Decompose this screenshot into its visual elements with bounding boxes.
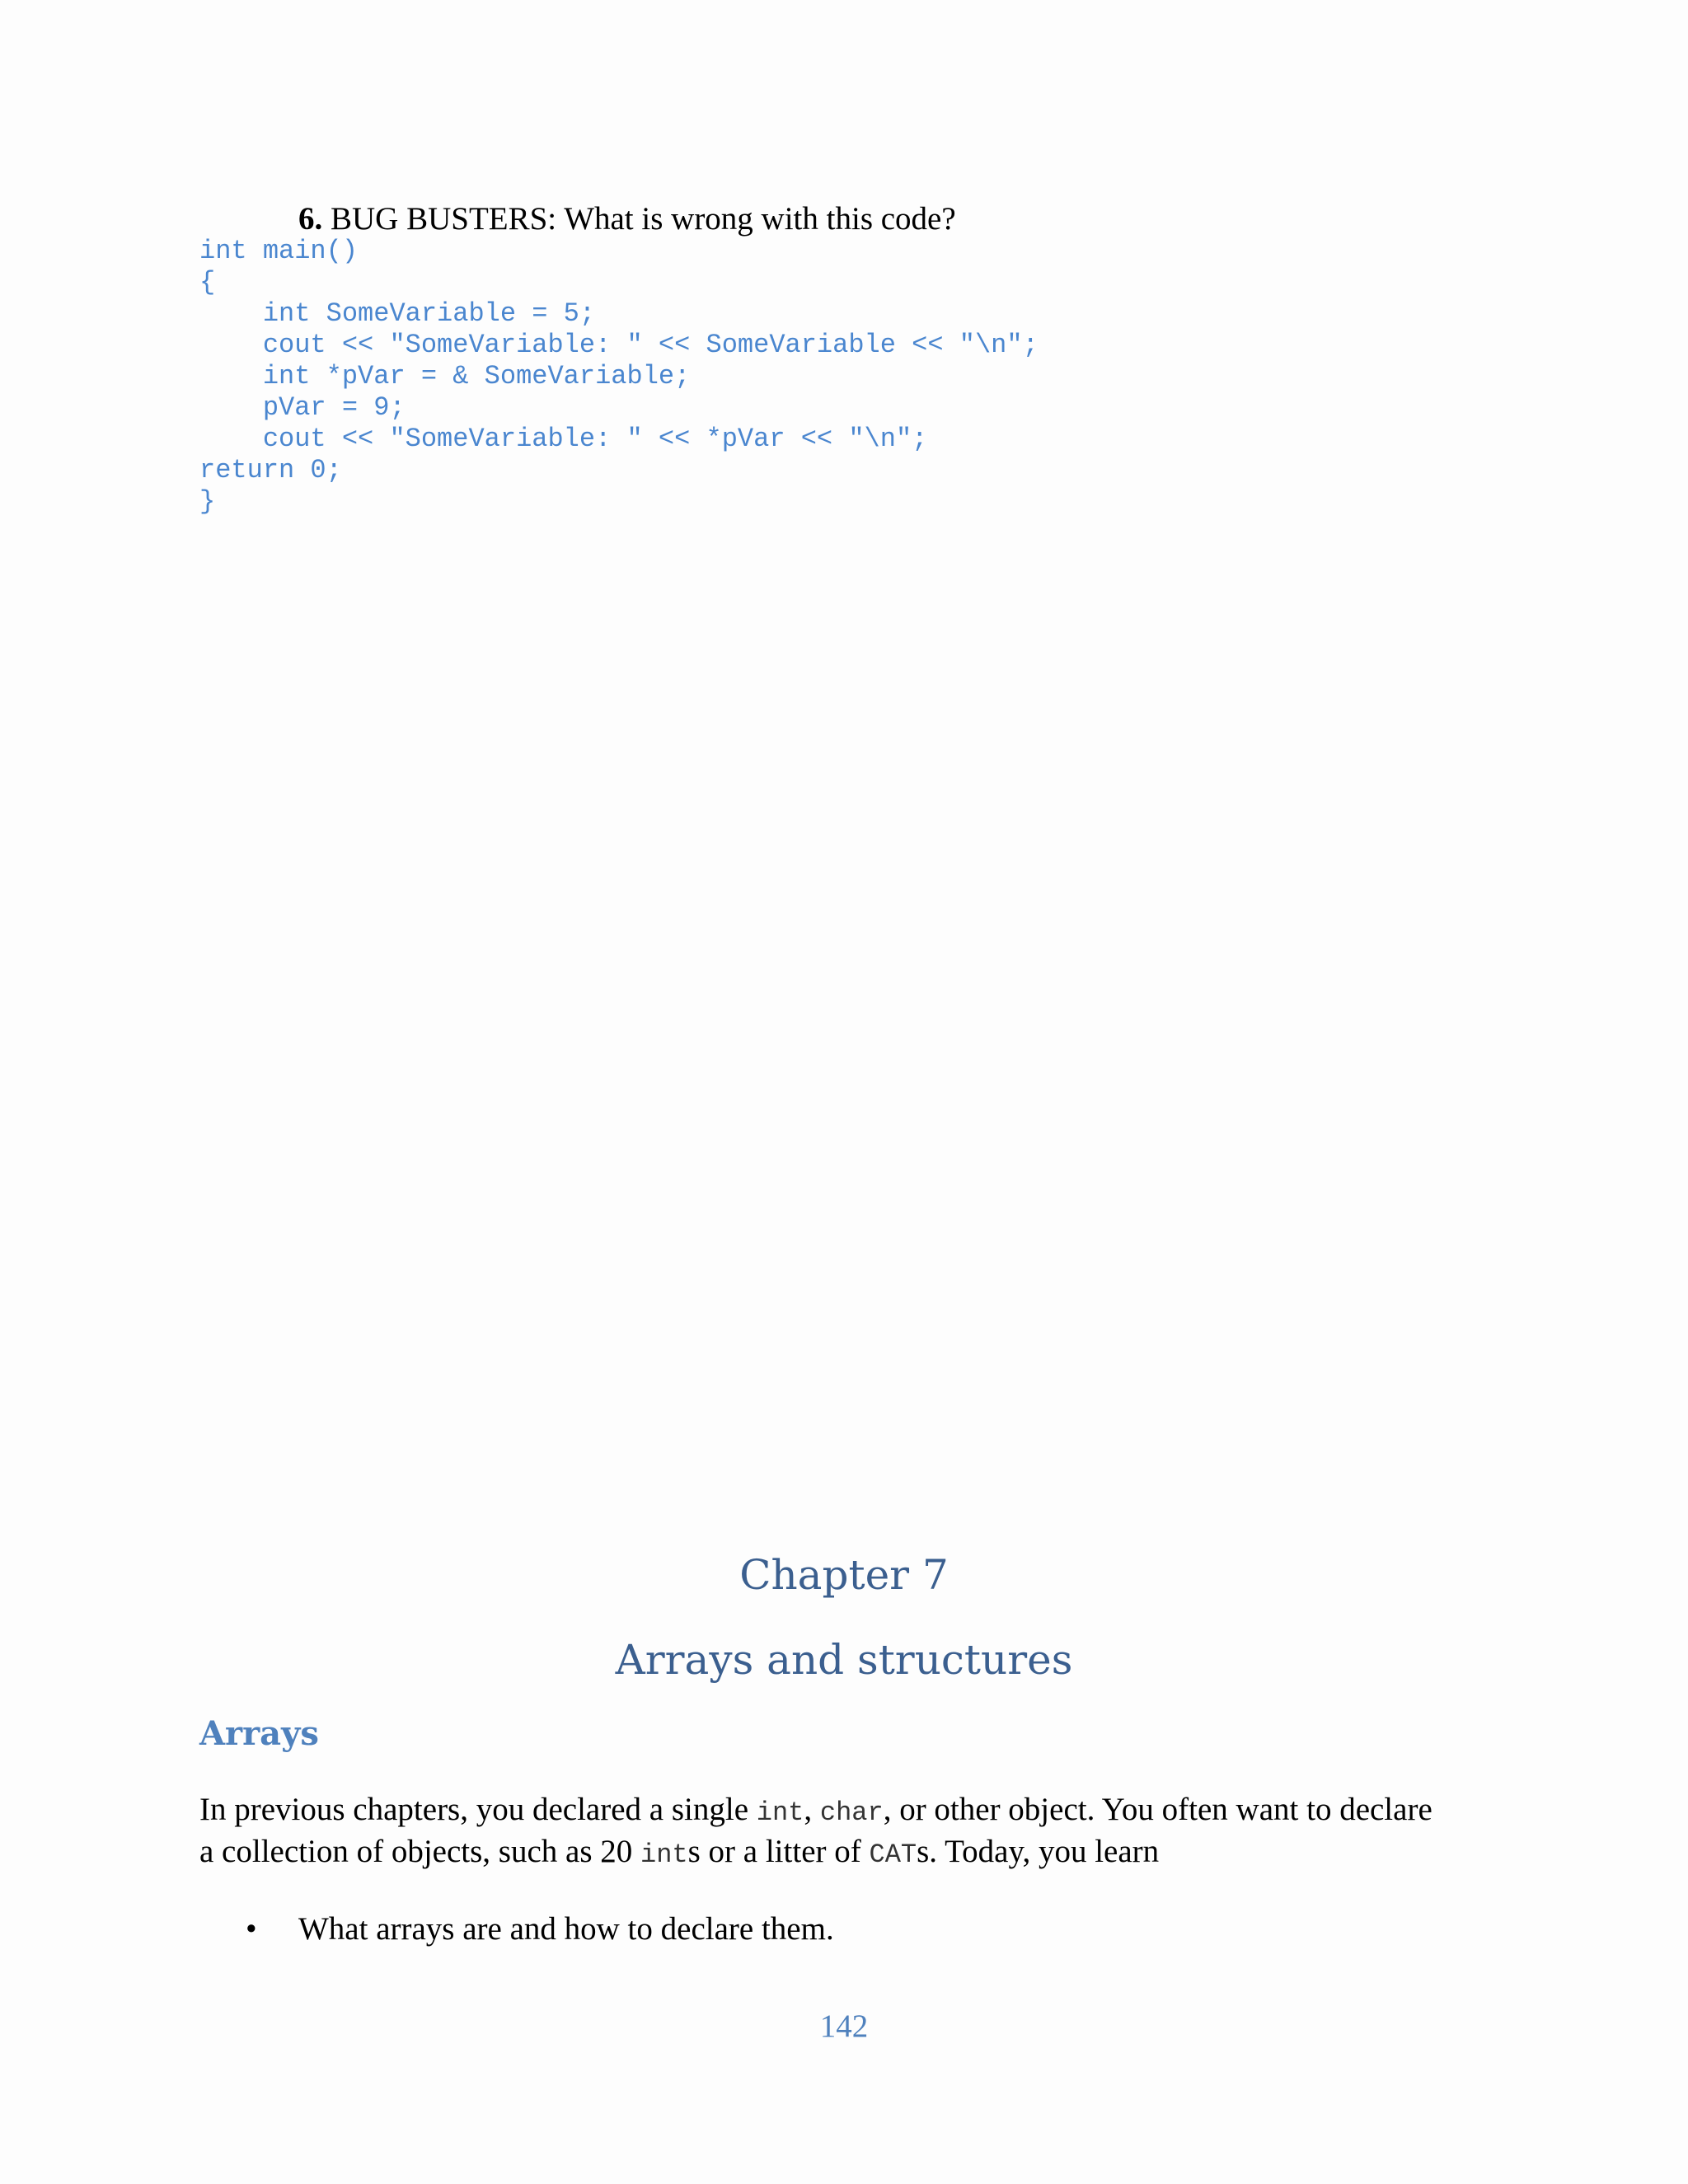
code-line: pVar = 9;	[199, 392, 406, 423]
list-item	[199, 1909, 834, 1950]
text-run: a collection of objects, such as 20	[199, 1834, 641, 1869]
page-number: 142	[819, 2008, 869, 2044]
question-text: BUG BUSTERS: What is wrong with this code?	[322, 201, 956, 237]
paragraph-line-2	[199, 1832, 1518, 1874]
text-run: s. Today, you learn	[917, 1834, 1160, 1869]
chapter-title: Arrays and structures	[615, 1636, 1073, 1684]
intro-paragraph	[199, 1790, 1518, 1874]
list-item-text: What arrays are and how to declare them.	[298, 1911, 834, 1947]
text-run: s or a litter of	[687, 1834, 870, 1869]
code-block	[199, 236, 1039, 518]
code-line: }	[199, 486, 216, 517]
question-line	[298, 198, 956, 241]
code-line: int main()	[199, 236, 359, 266]
code-line: cout << "SomeVariable: " << SomeVariable << "\n";	[199, 330, 1039, 360]
inline-code: int	[640, 1840, 688, 1870]
code-line: {	[199, 267, 216, 298]
chapter-number: Chapter 7	[739, 1551, 949, 1599]
inline-code: CAT	[869, 1840, 917, 1870]
text-run: , or other object. You often want to declare	[883, 1792, 1432, 1827]
question-number: 6.	[298, 201, 323, 237]
bullet-icon: •	[246, 1911, 257, 1947]
inline-code: int	[756, 1797, 804, 1828]
code-line: int SomeVariable = 5;	[199, 298, 596, 329]
inline-code: char	[819, 1797, 884, 1828]
code-line: cout << "SomeVariable: " << *pVar << "\n";	[199, 424, 928, 454]
bullet-list	[199, 1909, 834, 1950]
code-line: return 0;	[199, 455, 342, 485]
paragraph-line-1	[199, 1790, 1518, 1832]
text-run: ,	[804, 1792, 820, 1827]
code-line: int *pVar = & SomeVariable;	[199, 361, 691, 391]
section-heading: Arrays	[199, 1714, 319, 1753]
text-run: In previous chapters, you declared a single	[199, 1792, 757, 1827]
